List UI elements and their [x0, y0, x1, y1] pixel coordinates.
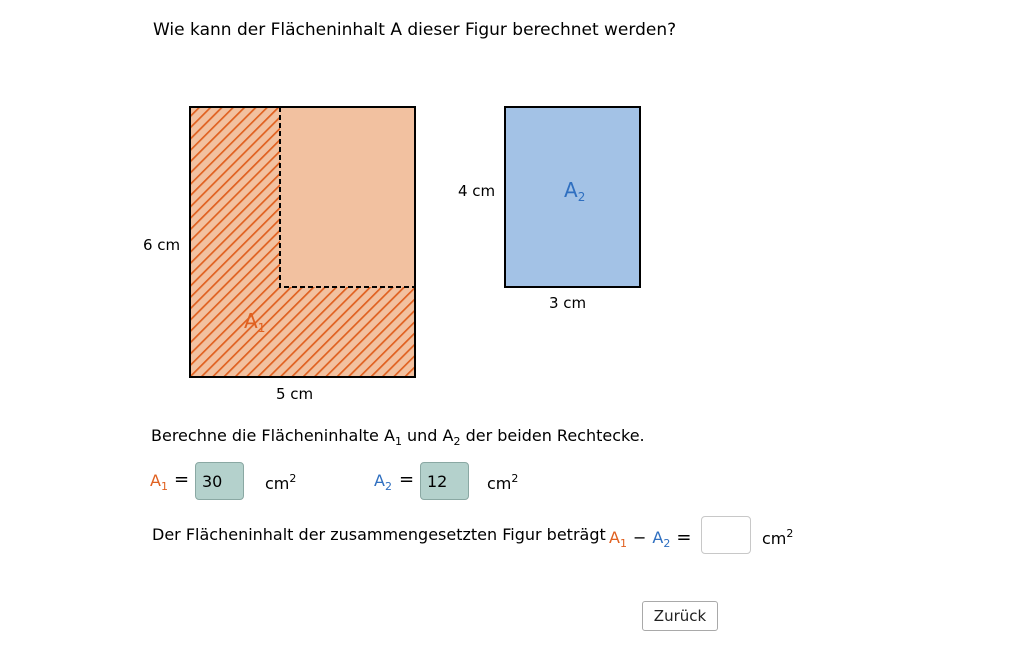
a1-symbol: $A_1$ — [150, 471, 168, 493]
composite-a2-symbol: $A_2$ — [652, 528, 671, 550]
rect1-height-label: 6 cm — [143, 236, 181, 254]
rect1-width-label: 5 cm — [276, 385, 314, 403]
a2-equals: = — [399, 469, 415, 490]
composite-text: Der Flächeninhalt der zusammengesetzten Figur beträgt — [152, 525, 606, 544]
a1-input[interactable] — [195, 462, 244, 500]
composite-formula: $A_1 - A_2$ = — [609, 527, 692, 550]
back-button[interactable]: Zurück — [642, 601, 718, 631]
rect2-width-label: 3 cm — [549, 294, 587, 312]
a2-unit: $cm^2$ — [487, 472, 519, 493]
a2-input[interactable] — [420, 462, 469, 500]
rect1-area-label: $A_1$ — [244, 309, 266, 335]
rect2-height-label: 4 cm — [458, 182, 496, 200]
rect2-area-label: $A_2$ — [564, 178, 586, 204]
composite-input[interactable] — [701, 516, 751, 554]
a1-equals: = — [174, 469, 190, 490]
question-text: Wie kann der Flächeninhalt A dieser Figur berechnet werden? — [153, 20, 677, 40]
a1-unit: $cm^2$ — [265, 472, 297, 493]
instruction-text: Berechne die Flächeninhalte $A_1$ und $A_2$ der beiden Rechtecke. — [151, 426, 645, 448]
composite-unit: $cm^2$ — [762, 527, 794, 548]
a2-symbol: $A_2$ — [374, 471, 392, 493]
composite-a1-symbol: $A_1$ — [609, 528, 627, 550]
